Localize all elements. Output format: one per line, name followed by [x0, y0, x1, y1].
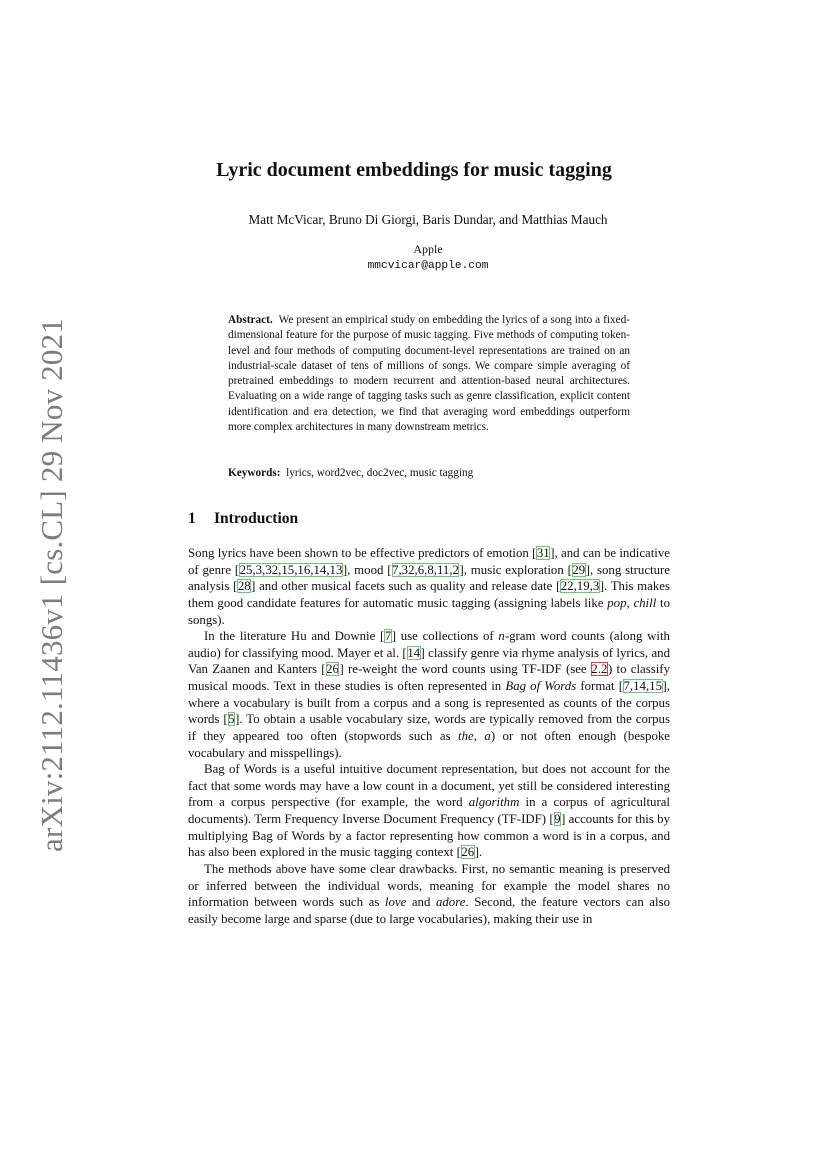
text-run: ]. To obtain a usable vocabulary size, words are typically removed from the corpus if they appeared too often (stopwords such as — [188, 712, 670, 743]
paragraph-3 — [188, 761, 670, 861]
text-run: ] classify genre via rhyme analysis of lyrics, and Van Zaanen and Kanters [ — [188, 645, 670, 677]
emphasis: chill — [633, 595, 657, 610]
text-run: ] use collections of — [391, 629, 499, 644]
emphasis: algorithm — [468, 795, 520, 810]
section-number: 1 — [188, 510, 196, 527]
citation-link[interactable]: 31 — [536, 546, 550, 560]
text-run: ]. — [474, 845, 483, 860]
emphasis: n — [498, 629, 505, 644]
citation-link[interactable]: 26 — [326, 662, 339, 677]
text-run: In the literature Hu and Downie [ — [204, 629, 385, 644]
text-run: in a corpus of agricultural documents). Term Frequency Inverse Document Frequency (TF-IDF) [ — [188, 795, 670, 826]
paragraph-2 — [188, 628, 670, 761]
keywords-text: lyrics, word2vec, doc2vec, music tagging — [286, 467, 474, 479]
text-run: , — [626, 595, 634, 610]
citation-link[interactable]: 29 — [572, 562, 586, 577]
citation-link[interactable]: 9 — [554, 812, 561, 826]
emphasis: pop — [607, 595, 627, 610]
text-run: ) to classify musical moods. Text in these studies is often represented in — [188, 662, 670, 693]
text-run: Song lyrics have been shown to be effective predictors of emotion [ — [188, 546, 537, 560]
text-run: ] re-weight the word counts using TF-IDF (see — [339, 662, 591, 677]
emphasis: Bag of Words — [505, 679, 577, 693]
keywords-label: Keywords: — [228, 467, 281, 479]
citation-link[interactable]: 25,3,32,15,16,14,13 — [239, 562, 343, 577]
author-email: mmcvicar@apple.com — [367, 260, 489, 272]
citation-link[interactable]: 7,14,15 — [623, 679, 663, 693]
text-run: ]. This makes them good candidate features for automatic music tagging (assigning labels like — [188, 579, 670, 610]
citation-link[interactable]: 26 — [461, 845, 475, 860]
text-run: ], song structure analysis [ — [188, 562, 671, 594]
affiliation: Apple — [413, 242, 443, 256]
citation-link[interactable]: 5 — [228, 712, 235, 727]
emphasis: a — [484, 728, 491, 743]
emphasis: the — [458, 728, 474, 743]
text-run: ], music exploration [ — [459, 562, 572, 577]
keywords — [228, 465, 630, 481]
text-run: ], mood [ — [342, 562, 392, 577]
emphasis: love — [384, 895, 407, 910]
text-run: ] and other musical facets such as quality and release date [ — [251, 579, 561, 594]
arxiv-identifier-text: arXiv:2112.11436v1 [cs.CL] 29 Nov 2021 — [34, 318, 69, 852]
text-run: ], and can be indicative of genre [ — [188, 546, 670, 577]
paper-title: Lyric document embeddings for music tagging — [216, 159, 612, 181]
abstract — [228, 313, 630, 435]
abstract-label: Abstract. — [228, 314, 273, 326]
citation-link[interactable]: 7,32,6,8,11,2 — [392, 562, 459, 577]
citation-link[interactable]: 7 — [384, 629, 392, 644]
section-heading-introduction — [188, 508, 298, 530]
text-run: , — [473, 728, 485, 743]
text-run: ] accounts for this by multiplying Bag of Words by a factor representing how common a word is in a corpus, and has also been explored in the music tagging context [ — [188, 812, 670, 860]
text-run: The methods above have some clear drawbacks. First, no semantic meaning is preserved or inferred between the individual words, meaning for example the model shares no information between words such as — [188, 861, 670, 910]
text-run: to songs). — [188, 595, 670, 627]
paragraph-4 — [188, 861, 670, 928]
abstract-text: We present an empirical study on embedding the lyrics of a song into a fixed-dimensional feature for the purpose of music tagging. Five methods of computing token-level and four methods of computing document-level representations are trained on an industrial-scale dataset of tens of millions of songs. We compare simple averaging of pretrained embeddings to modern recurrent and attention-based neural architectures. Evaluating on a wide range of tagging tasks such as genre classification, explicit content identification and era detection, we find that averaging word embeddings outperform more complex architectures in many downstream metrics. — [228, 314, 631, 434]
citation-link[interactable]: 28 — [237, 579, 251, 594]
author-list: Matt McVicar, Bruno Di Giorgi, Baris Dundar, and Matthias Mauch — [248, 212, 608, 227]
paragraph-1 — [188, 545, 670, 628]
citation-link[interactable]: 14 — [407, 645, 421, 660]
section-reference-link[interactable]: 2.2 — [591, 662, 608, 677]
introduction-body — [188, 545, 670, 927]
section-title: Introduction — [214, 510, 299, 527]
text-run: format [ — [576, 679, 623, 693]
text-run: and — [406, 895, 436, 910]
text-run: ], where a vocabulary is built from a corpus and a song is represented as counts of the corpus words [ — [188, 679, 671, 727]
citation-link[interactable]: 22,19,3 — [560, 579, 600, 594]
text-run: -gram word counts (along with audio) for classifying mood. Mayer et al. [ — [188, 629, 670, 660]
emphasis: adore — [435, 895, 466, 910]
text-run: Bag of Words is a useful intuitive document representation, but does not account for the fact that some words may have a low count in a document, yet still be considered interesting from a corpus perspective (for example, the word — [188, 762, 670, 810]
text-run: . Second, the feature vectors can also easily become large and sparse (due to large vocabularies), making their use in — [188, 895, 670, 926]
text-run: ) or not often enough (bespoke vocabulary and misspellings). — [188, 728, 671, 760]
